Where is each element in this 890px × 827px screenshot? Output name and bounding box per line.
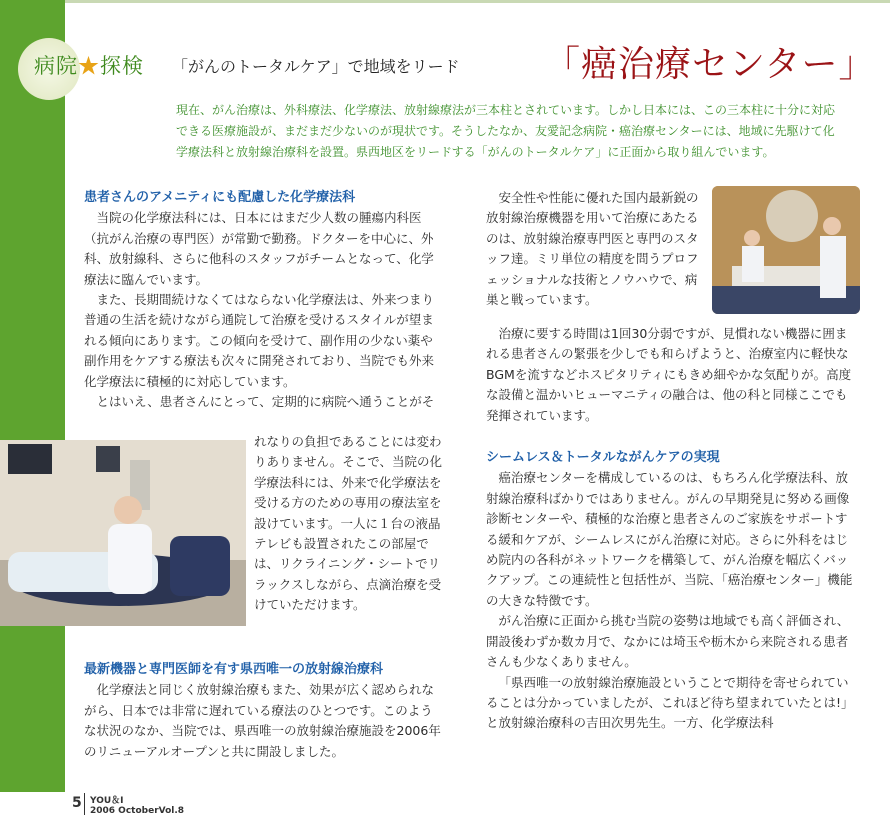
top-rule: [65, 0, 890, 3]
paragraph: 化学療法と同じく放射線治療もまた、効果が広く認められながら、日本では非常に遅れている療法のひとつです。このような状況のなか、当院では、県西唯一の放射線治療施設を2006年のリニューアルオープンと共に開設しました。: [84, 682, 441, 759]
paragraph: また、長期間続けなくてはならない化学療法は、外来つまり普通の生活を続けながら通院して治療を受けるスタイルが望まれる傾向にあります。この傾向を受けて、副作用の少ない薬や副作用をケアする療法も次々に開発されており、当院でも外来化学療法に積極的に対応しています。: [84, 292, 435, 389]
issue-label: 2006 OctoberVol.8: [90, 806, 185, 816]
category-label: [34, 50, 144, 80]
photo-illustration: [712, 186, 860, 314]
column-2-top: [486, 188, 700, 310]
green-side-bar: [0, 0, 65, 792]
paragraph: 癌治療センターを構成しているのは、もちろん化学療法科、放射線治療科ばかりではありません。がんの早期発見に努める画像診断センターや、積極的な治療と患者さんのご家族をサポートする緩和ケアが、シームレスにがん治療に対応。さらに外科をはじめ院内の各科がネットワークを構築して、がん治療を幅広くバックアップ。この連続性と包括性が、当院、「癌治療センター」機能の大きな特徴です。: [486, 470, 853, 608]
category-prefix: 病院: [34, 54, 78, 78]
column-1-top: [84, 188, 444, 412]
section-title-chemotherapy: 患者さんのアメニティにも配慮した化学療法科: [84, 190, 356, 205]
section-title-seamless-care: シームレス＆トータルながんケアの実現: [486, 450, 720, 466]
lead-text: 現在、がん治療は、外科療法、化学療法、放射線療法が三本柱とされています。しかし日本には、この三本柱に十分に対応できる医療施設が、まだまだ少ないのが現状です。そうしたなか、友愛記念病院・癌治療センターには、地域に先駆けて化学療法科と放射線治療科を設置。県西地区をリードする「がんのトータルケア」に正面から取り組んでいます。: [176, 103, 836, 159]
column-1-wrap-text: [254, 432, 446, 616]
paragraph: 当院の化学療法科には、日本にはまだ少人数の腫瘍内科医（抗がん治療の専門医）が常勤で勤務。ドクターを中心に、外科、放射線科、さらに他科のスタッフがチームとなって、化学療法に臨んでいます。: [84, 210, 434, 287]
chemotherapy-room-photo: [0, 440, 246, 626]
footer-info: [90, 796, 184, 816]
paragraph: 治療に要する時間は1回30分弱ですが、見慣れない機器に囲まれる患者さんの緊張を少しでも和らげようと、治療室内に軽快なBGMを流すなどホスピタリティにもきめ細やかな気配りが。高度な設備と温かいヒューマニティの融合は、他の科と同様ここでも発揮されています。: [486, 326, 852, 423]
headline: 「がんのトータルケア」で地域をリード: [172, 57, 460, 76]
column-1-bottom: [84, 660, 444, 762]
paragraph: 「県西唯一の放射線治療施設ということで期待を寄せられていることは分かっていましたが、これほど待ち望まれていたとは!」と放射線治療科の吉田次男先生。一方、化学療法科: [486, 674, 854, 731]
magazine-title: YOU＆I: [90, 796, 124, 806]
center-title: 「癌治療センター」: [544, 44, 876, 85]
radiotherapy-photo: [712, 186, 860, 314]
paragraph: とはいえ、患者さんにとって、定期的に病院へ通うことがそ: [96, 394, 435, 410]
column-2-body: [486, 324, 856, 734]
page-number: 5: [72, 795, 82, 811]
photo-illustration: [0, 440, 246, 626]
footer-divider: [84, 793, 85, 815]
category-suffix: 探検: [100, 54, 144, 78]
section-title-radiotherapy: 最新機器と専門医師を有す県西唯一の放射線治療科: [84, 662, 384, 677]
star-icon: ★: [78, 54, 100, 78]
paragraph: 安全性や性能に優れた国内最新鋭の放射線治療機器を用いて治療にあたるのは、放射線治療専門医と専門のスタッフ達。ミリ単位の精度を問うプロフェッショナルな技術とノウハウで、病巣と戦っています。: [486, 190, 699, 308]
paragraph: れなりの負担であることには変わりありません。そこで、当院の化学療法科には、外来で化学療法を受ける方のための専用の療法室を設けています。一人に１台の液晶テレビも設置されたこの部屋では、リクライニング・シートでリラックスしながら、点滴治療を受けていただけます。: [254, 434, 443, 613]
paragraph: がん治療に正面から挑む当院の姿勢は地域でも高く評価され、開設後わずか数カ月で、なかには埼玉や栃木から来院される患者さんも少なくありません。: [486, 613, 850, 670]
